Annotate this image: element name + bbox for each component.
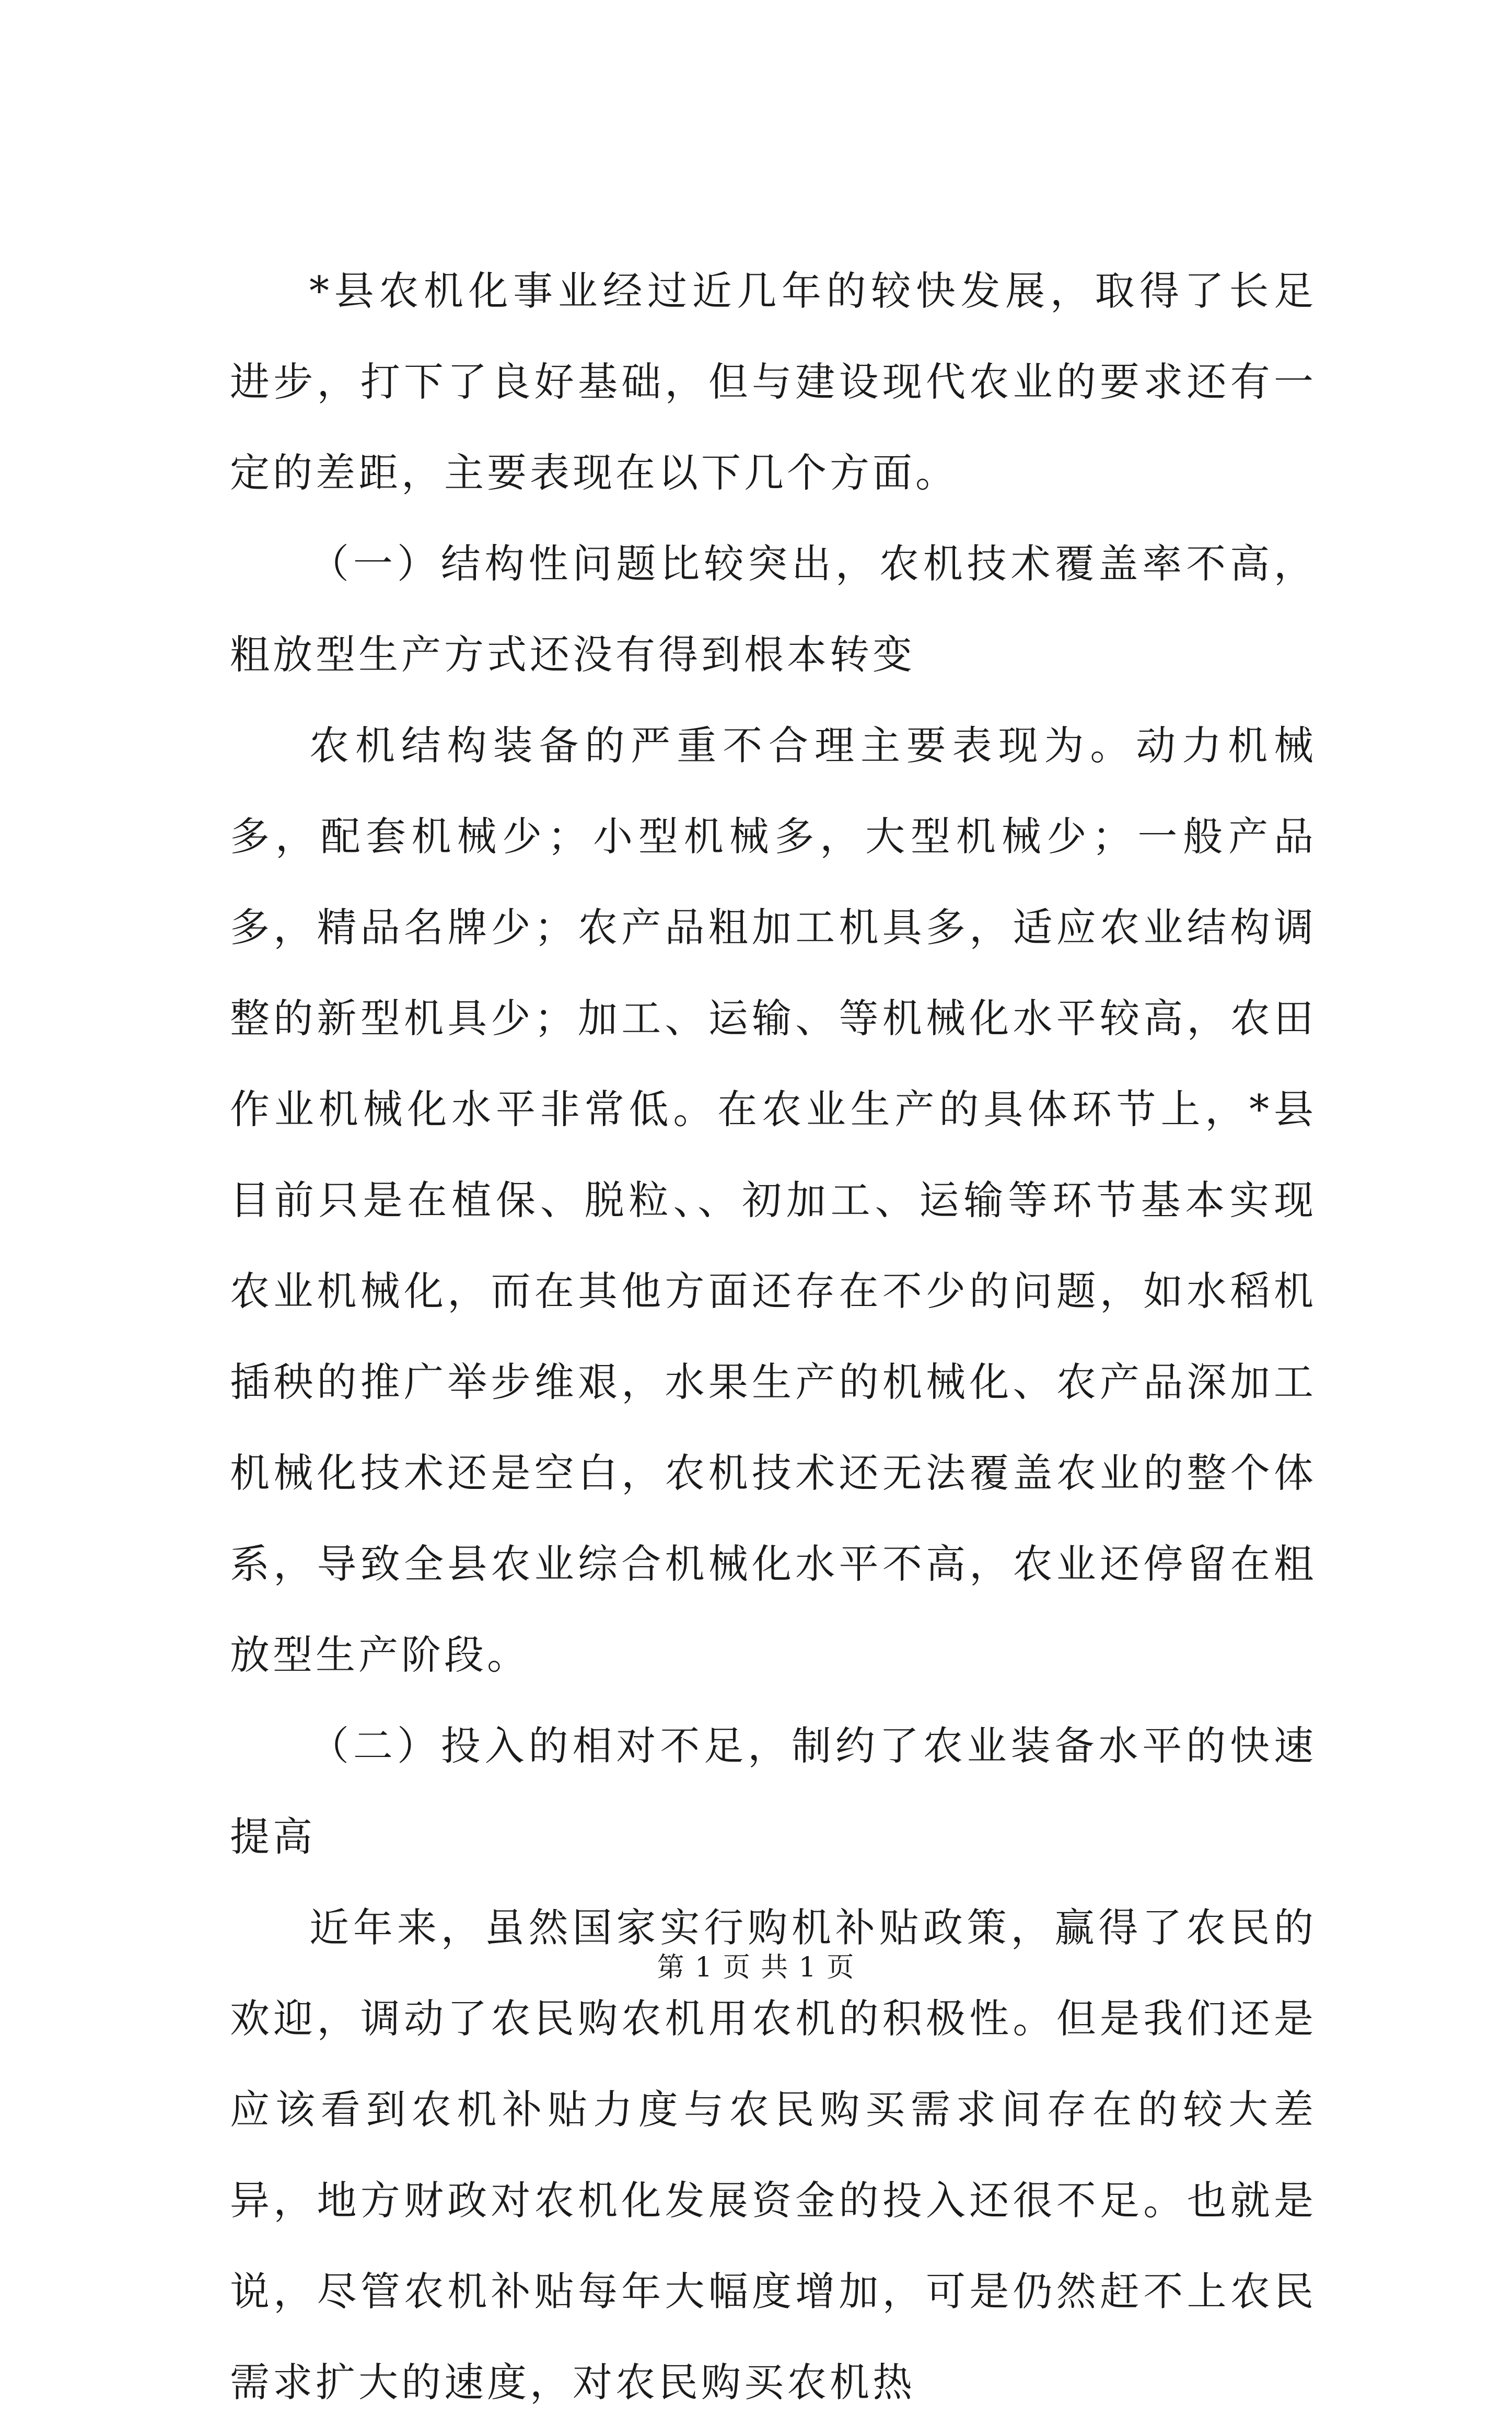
document-body (230, 246, 1317, 2428)
section-heading-1: （一）结构性问题比较突出，农机技术覆盖率不高，粗放型生产方式还没有得到根本转变 (230, 540, 1317, 678)
intro-paragraph: *县农机化事业经过近几年的较快发展，取得了长足进步，打下了良好基础，但与建设现代农业的要求还有一定的差距，主要表现在以下几个方面。 (230, 268, 1317, 496)
page-footer: 第 1 页 共 1 页 (657, 1952, 855, 1983)
body-paragraph-1: 农机结构装备的严重不合理主要表现为。动力机械多，配套机械少；小型机械多，大型机械少；一般产品多，精品名牌少；农产品粗加工机具多，适应农业结构调整的新型机具少；加工、运输、等机械化水平较高，农田作业机械化水平非常低。在农业生产的具体环节上，*县目前只是在植保、脱粒、、初加工、运输等环节基本实现农业机械化，而在其他方面还存在不少的问题，如水稻机插秧的推广举步维艰，水果生产的机械化、农产品深加工机械化技术还是空白，农机技术还无法覆盖农业的整个体系，导致全县农业综合机械化水平不高，农业还停留在粗放型生产阶段。 (230, 722, 1317, 1678)
section-heading-2: （二）投入的相对不足，制约了农业装备水平的快速提高 (230, 1722, 1317, 1860)
body-paragraph-2: 近年来，虽然国家实行购机补贴政策，赢得了农民的欢迎，调动了农民购农机用农机的积极性。但是我们还是应该看到农机补贴力度与农民购买需求间存在的较大差异，地方财政对农机化发展资金的投入还很不足。也就是说，尽管农机补贴每年大幅度增加，可是仍然赶不上农民需求扩大的速度，对农民购买农机热 (230, 1904, 1317, 2406)
